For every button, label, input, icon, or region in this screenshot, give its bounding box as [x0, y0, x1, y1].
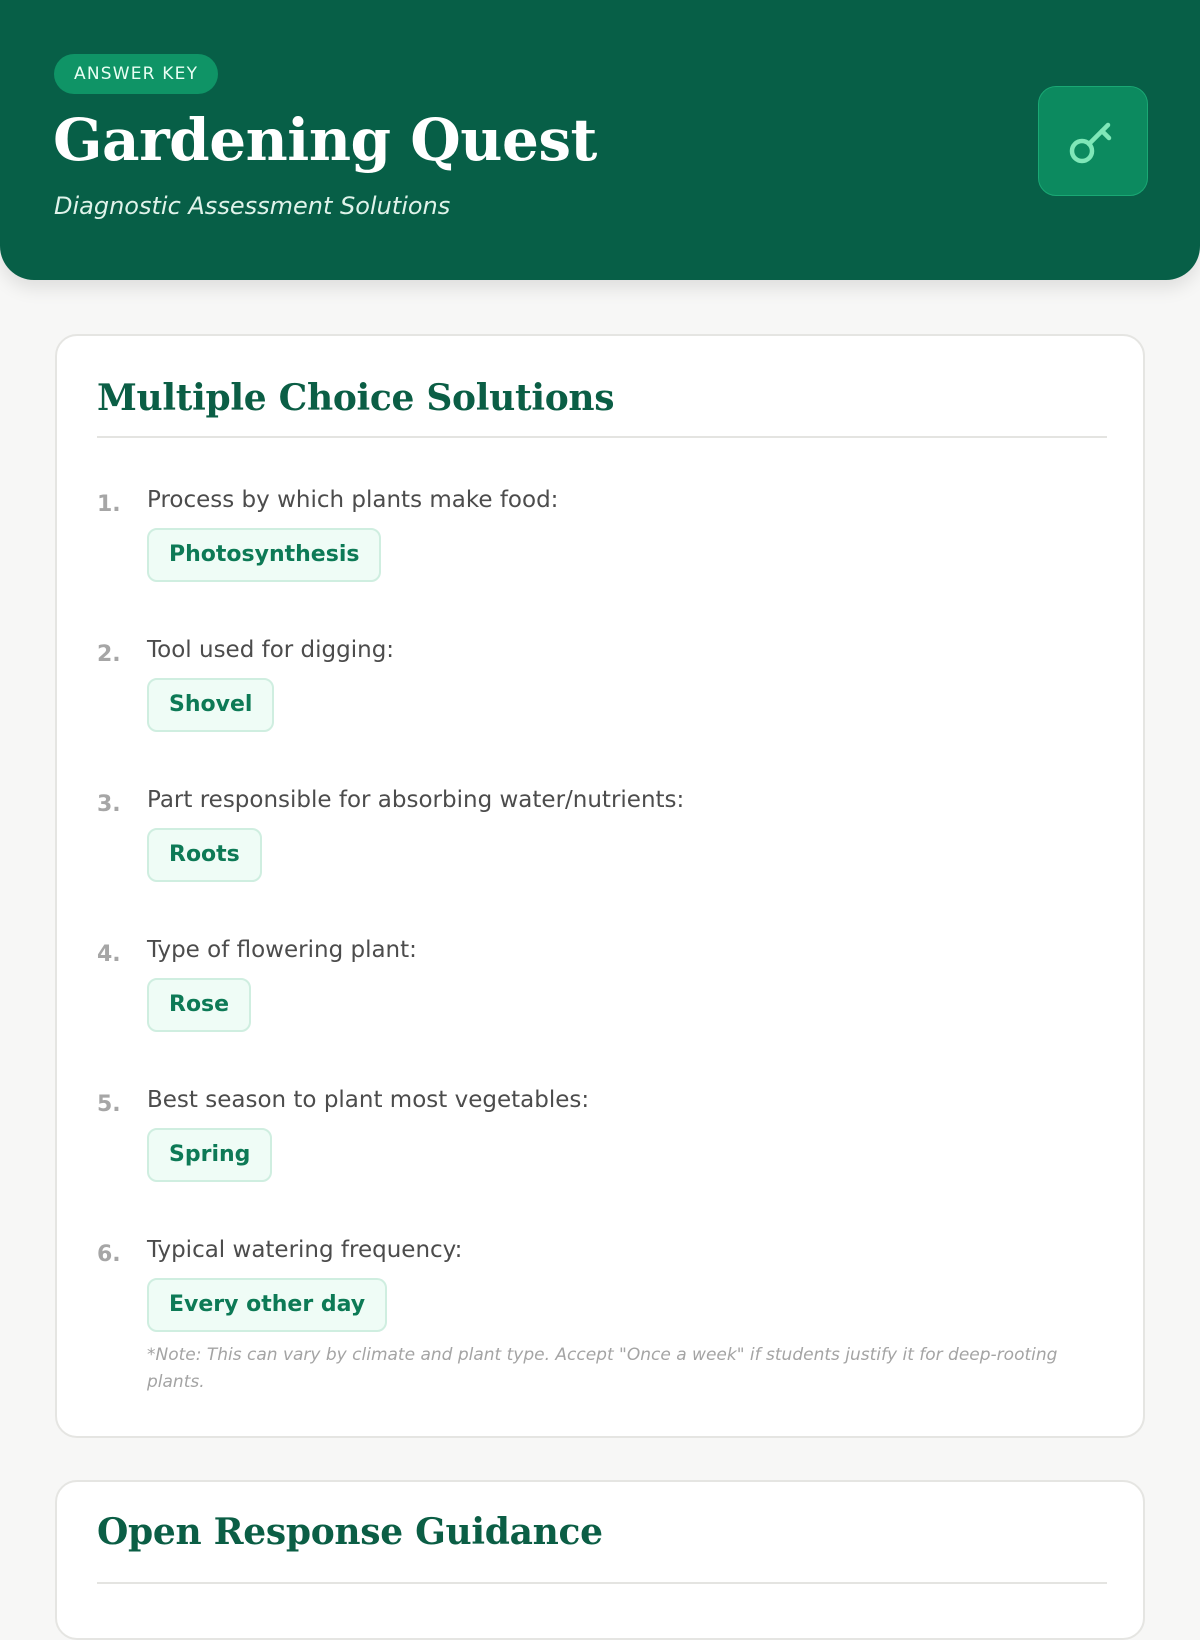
question-item	[97, 632, 1107, 772]
question-item	[97, 482, 1107, 622]
answer-chip: Spring	[147, 1128, 272, 1182]
answer-chip: Rose	[147, 978, 251, 1032]
divider	[97, 436, 1107, 438]
key-button[interactable]	[1038, 86, 1148, 196]
multiple-choice-card	[55, 334, 1145, 1438]
question-item	[97, 782, 1107, 922]
answer-chip: Shovel	[147, 678, 274, 732]
question-text: Tool used for digging:	[147, 637, 395, 663]
section-heading: Multiple Choice Solutions	[97, 377, 615, 419]
question-text: Best season to plant most vegetables:	[147, 1087, 590, 1113]
answer-chip: Every other day	[147, 1278, 387, 1332]
question-number: 5.	[97, 1092, 121, 1117]
answer-chip: Photosynthesis	[147, 528, 381, 582]
key-icon	[1066, 114, 1120, 168]
question-number: 6.	[97, 1242, 121, 1267]
page-title: Gardening Quest	[53, 106, 597, 174]
page-subtitle: Diagnostic Assessment Solutions	[54, 192, 451, 220]
question-text: Type of flowering plant:	[147, 937, 417, 963]
question-number: 1.	[97, 492, 121, 517]
question-number: 4.	[97, 942, 121, 967]
answer-key-badge: ANSWER KEY	[54, 54, 218, 94]
open-response-card	[55, 1480, 1145, 1640]
header-banner	[0, 0, 1200, 280]
divider	[97, 1582, 1107, 1584]
question-item	[97, 932, 1107, 1072]
section-heading: Open Response Guidance	[97, 1511, 603, 1553]
question-text: Part responsible for absorbing water/nutrients:	[147, 787, 685, 813]
question-text: Process by which plants make food:	[147, 487, 559, 513]
question-text: Typical watering frequency:	[147, 1237, 463, 1263]
answer-note: *Note: This can vary by climate and plant type. Accept "Once a week" if students justify it for deep-rooting plants.	[147, 1345, 1058, 1392]
question-number: 2.	[97, 642, 121, 667]
question-number: 3.	[97, 792, 121, 817]
answer-chip: Roots	[147, 828, 262, 882]
question-item	[97, 1082, 1107, 1222]
question-item	[97, 1232, 1107, 1412]
